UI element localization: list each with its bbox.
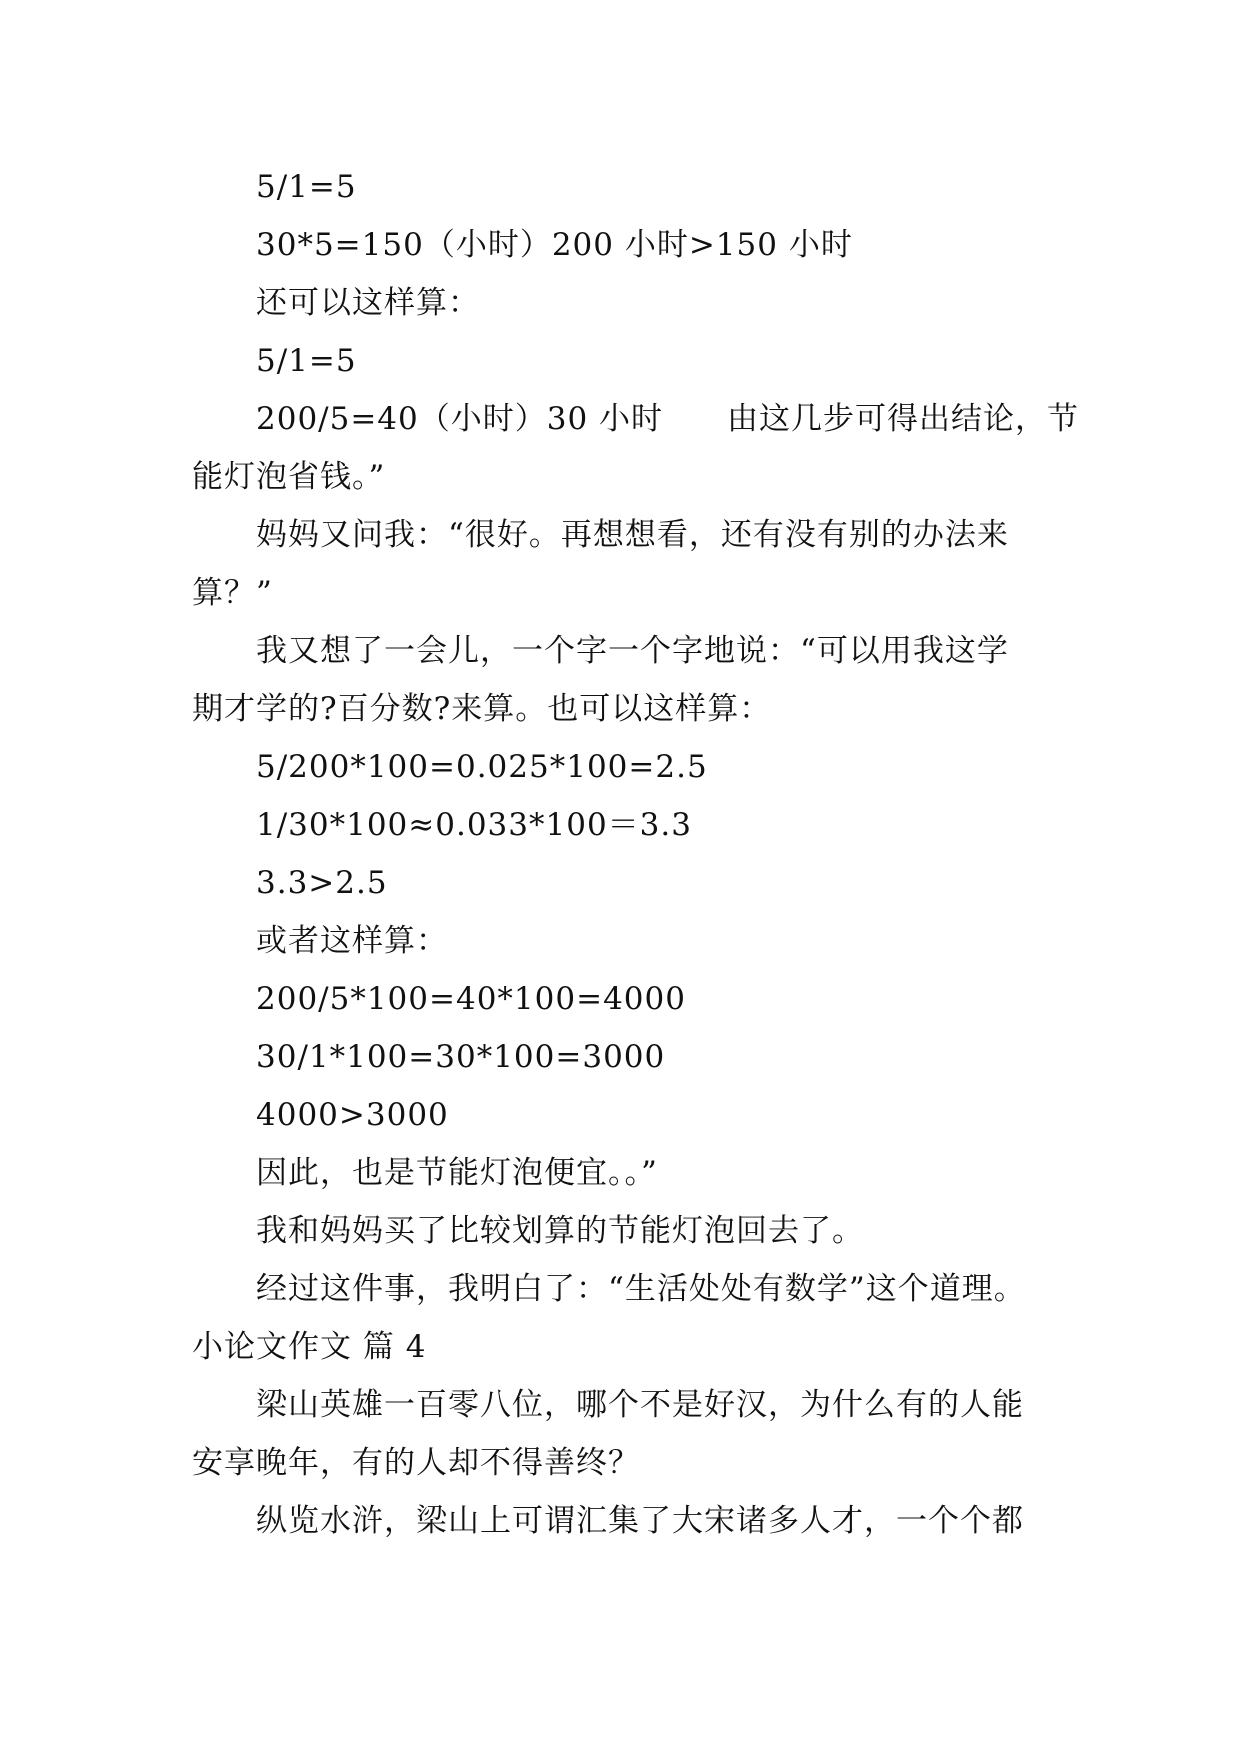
text-line: 纵览水浒，梁山上可谓汇集了大宋诸多人才，一个个都 [256, 1503, 1024, 1539]
text-line: 1/30*100≈0.033*100＝3.3 [256, 807, 692, 843]
section-heading: 小论文作文 篇 4 [192, 1329, 427, 1365]
text-line: 30/1*100=30*100=3000 [256, 1039, 666, 1075]
text-line: 我又想了一会儿，一个字一个字地说：“可以用我这学 [256, 633, 1009, 669]
text-line: 5/1=5 [256, 343, 357, 379]
text-line: 3.3>2.5 [256, 865, 388, 901]
text-line: 5/1=5 [256, 169, 357, 205]
text-line: 我和妈妈买了比较划算的节能灯泡回去了。 [256, 1213, 864, 1249]
text-line: 经过这件事，我明白了：“生活处处有数学”这个道理。 [256, 1271, 1026, 1307]
text-line: 5/200*100=0.025*100=2.5 [256, 749, 708, 785]
text-line: 梁山英雄一百零八位，哪个不是好汉，为什么有的人能 [256, 1387, 1024, 1423]
text-line: 200/5=40（小时）30 小时 由这几步可得出结论，节 [256, 401, 1080, 437]
text-line: 能灯泡省钱。” [192, 459, 386, 495]
text-line: 安享晚年，有的人却不得善终？ [192, 1445, 640, 1481]
text-line: 或者这样算： [256, 923, 448, 959]
text-line: 30*5=150（小时）200 小时>150 小时 [256, 227, 853, 263]
text-line: 因此，也是节能灯泡便宜。。” [256, 1155, 658, 1191]
text-line: 算？” [192, 575, 273, 611]
text-line: 4000>3000 [256, 1097, 449, 1133]
text-line: 期才学的?百分数?来算。也可以这样算： [192, 691, 772, 727]
text-line: 还可以这样算： [256, 285, 480, 321]
text-line: 200/5*100=40*100=4000 [256, 981, 686, 1017]
text-line: 妈妈又问我：“很好。再想想看，还有没有别的办法来 [256, 517, 1009, 553]
